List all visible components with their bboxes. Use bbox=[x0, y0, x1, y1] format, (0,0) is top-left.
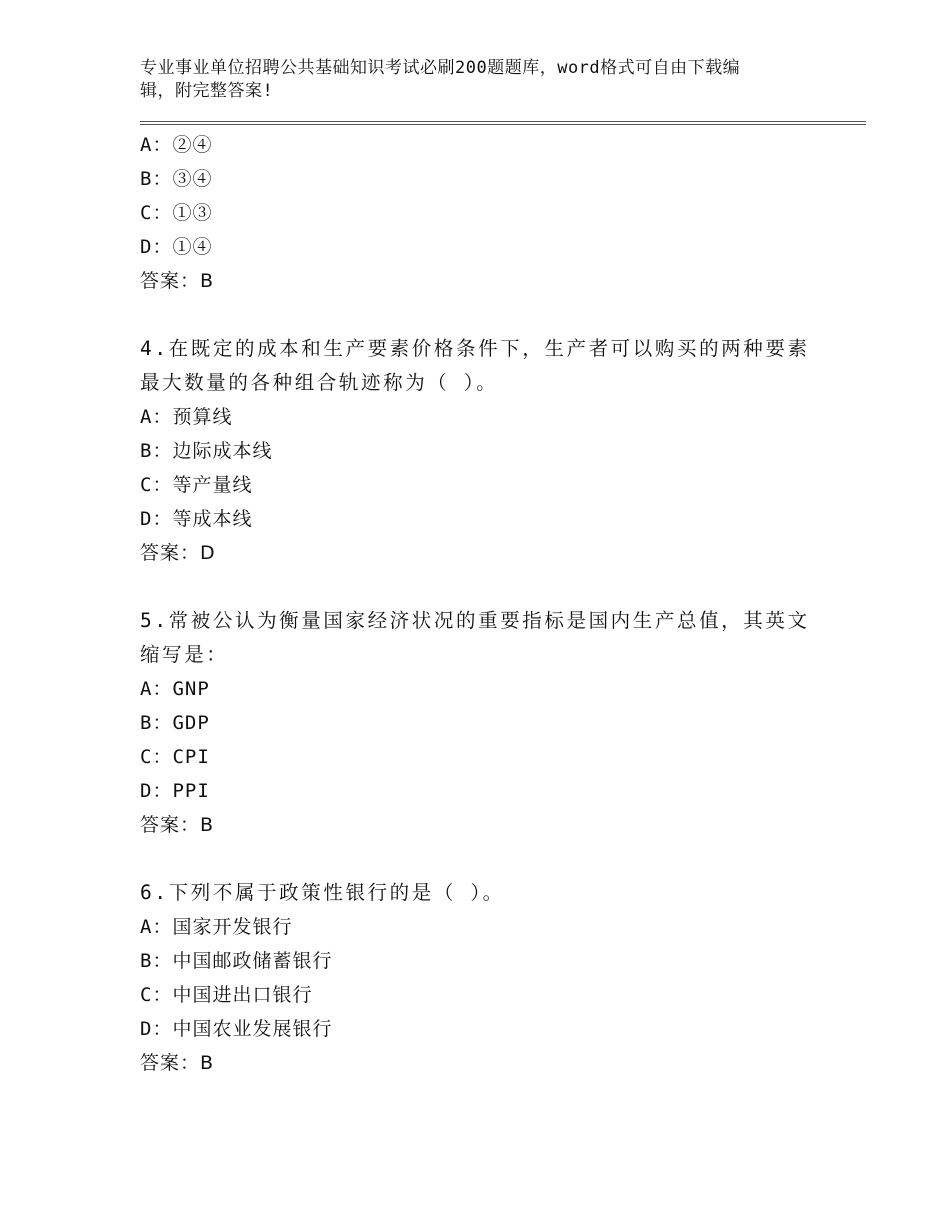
question-3 bbox=[140, 128, 820, 298]
answer-line: 答案：B bbox=[140, 1052, 215, 1074]
option-c: C：中国进出口银行 bbox=[140, 984, 313, 1006]
spacer bbox=[140, 570, 820, 604]
question-stem-line-2: 缩写是： bbox=[140, 643, 229, 666]
answer-line: 答案：D bbox=[140, 542, 216, 564]
option-d: D：PPI bbox=[140, 780, 210, 802]
question-stem-line-1: 5.常被公认为衡量国家经济状况的重要指标是国内生产总值，其英文 bbox=[140, 609, 810, 632]
question-list bbox=[140, 128, 820, 1080]
question-stem-line-2: 最大数量的各种组合轨迹称为（ ）。 bbox=[140, 371, 499, 394]
option-c: C：CPI bbox=[140, 746, 210, 768]
option-c: C：等产量线 bbox=[140, 474, 253, 496]
option-b: B：③④ bbox=[140, 168, 213, 190]
question-6 bbox=[140, 876, 820, 1080]
document-header bbox=[140, 57, 800, 103]
answer-line: 答案：B bbox=[140, 270, 215, 292]
option-a: A：预算线 bbox=[140, 406, 233, 428]
header-divider bbox=[140, 121, 866, 125]
option-d: D：等成本线 bbox=[140, 508, 253, 530]
option-d: D：①④ bbox=[140, 236, 213, 258]
option-b: B：中国邮政储蓄银行 bbox=[140, 950, 333, 972]
option-a: A：②④ bbox=[140, 134, 213, 156]
header-line-1: 专业事业单位招聘公共基础知识考试必刷200题题库，word格式可自由下载编 bbox=[140, 58, 741, 78]
answer-line: 答案：B bbox=[140, 814, 215, 836]
option-b: B：边际成本线 bbox=[140, 440, 273, 462]
header-line-2: 辑，附完整答案! bbox=[140, 81, 274, 101]
option-c: C：①③ bbox=[140, 202, 213, 224]
question-5 bbox=[140, 604, 820, 842]
question-stem-line-1: 4.在既定的成本和生产要素价格条件下，生产者可以购买的两种要素 bbox=[140, 337, 810, 360]
question-4 bbox=[140, 332, 820, 570]
question-stem-line-1: 6.下列不属于政策性银行的是（ ）。 bbox=[140, 881, 505, 904]
spacer bbox=[140, 842, 820, 876]
option-b: B：GDP bbox=[140, 712, 210, 734]
option-a: A：国家开发银行 bbox=[140, 916, 293, 938]
spacer bbox=[140, 298, 820, 332]
option-a: A：GNP bbox=[140, 678, 210, 700]
option-d: D：中国农业发展银行 bbox=[140, 1018, 333, 1040]
